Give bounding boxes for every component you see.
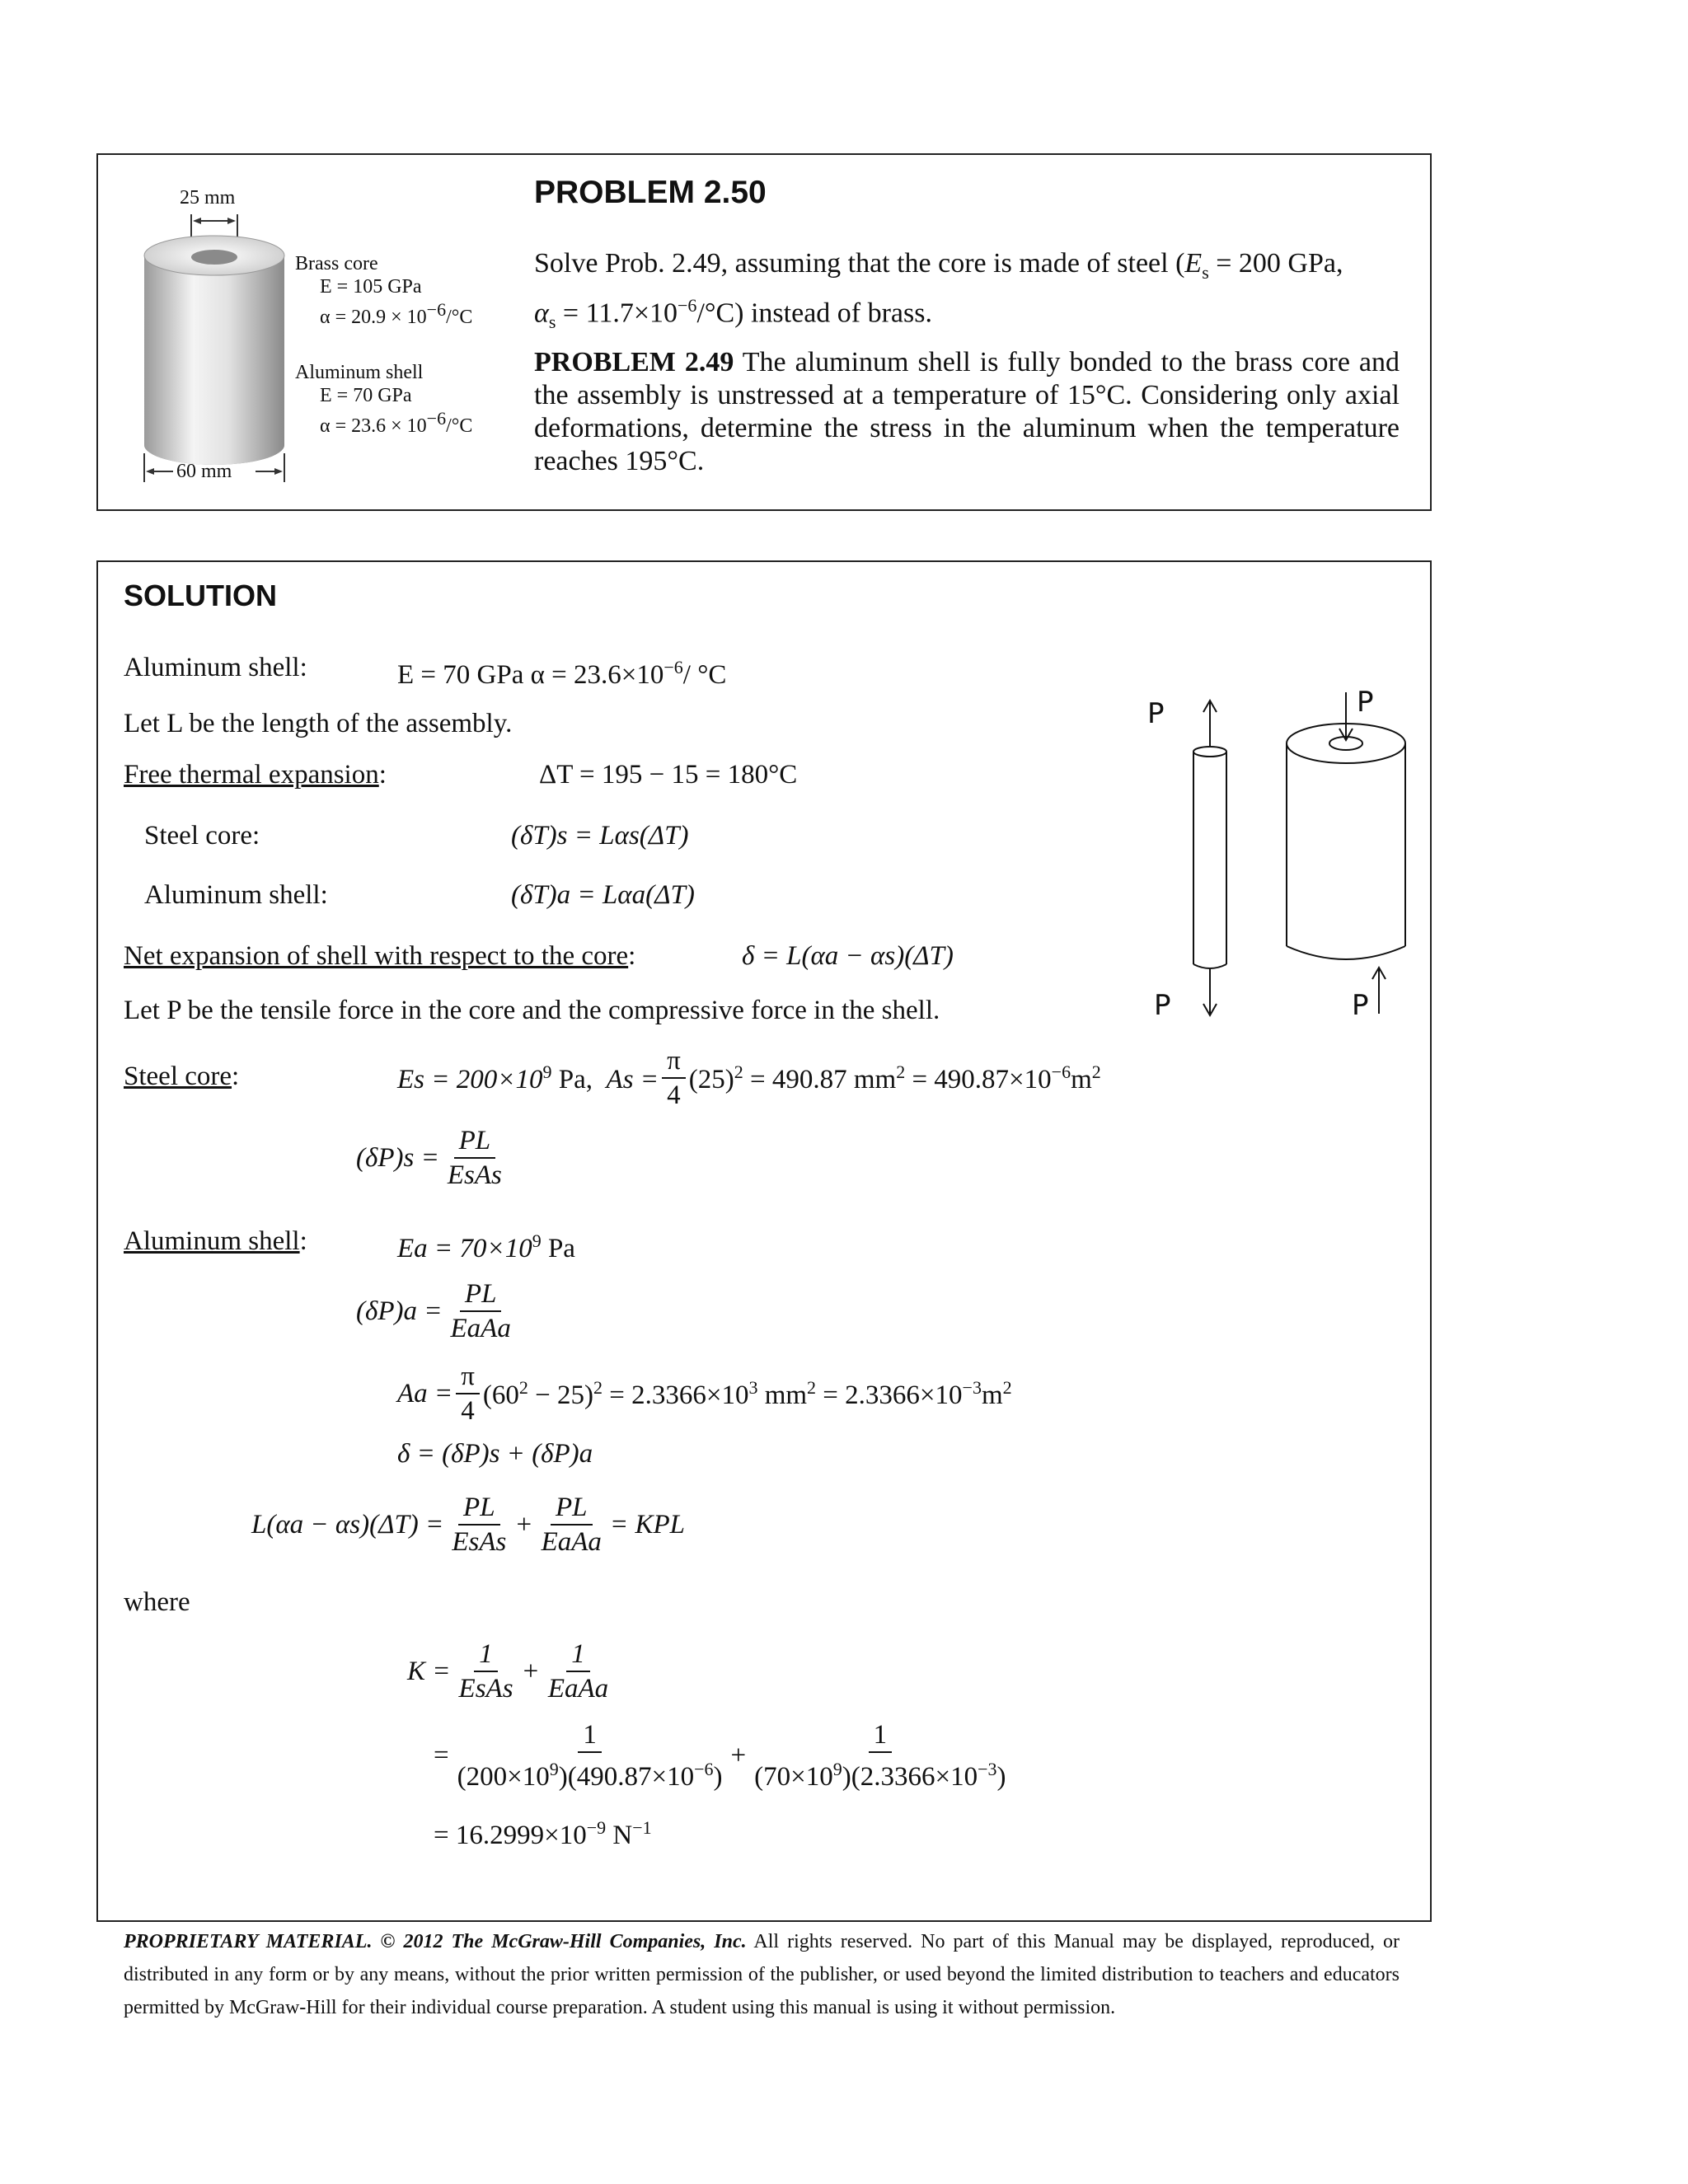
sketch-P-top-right: P	[1357, 686, 1374, 719]
problem-249-text: PROBLEM 2.49 The aluminum shell is fully bonded to the brass core and the assembly is unstressed at a temperature of 15°C. Considering only axial deformations, determine the stress in the aluminum when the temperature reaches 195°C.	[534, 347, 1400, 476]
K-numeric-eq: = $\frac{1}{(200\times 10^9)(490.87\times 10^{-6})}$ + $\frac{1}{(70\times 10^9)(2.3366\times 10^{-3})}$	[434, 1719, 1006, 1792]
delta-sum-eq: δ = (δP)s + (δP)a	[397, 1439, 593, 1469]
K-result: = $16.2999\times 10^{-9}$ $N^{-1}$	[434, 1817, 652, 1850]
steel-thermal-eq: (δT)s = Lαs(ΔT)	[511, 821, 689, 851]
force-sketch	[1137, 684, 1418, 1030]
solution-heading: SOLUTION	[124, 579, 277, 612]
cylinder-figure	[132, 181, 495, 494]
al-shell-props: E = 70 GPa $\alpha = 23.6\times 10^{-6}/$ °C	[397, 657, 727, 690]
al-thermal-eq: (δT)a = Lαa(ΔT)	[511, 880, 695, 910]
al-shell-label-2: Aluminum shell:	[144, 880, 328, 910]
delta-Ps-eq: (δP)s = $\frac{PL}{\text{EsAs}}$	[356, 1126, 502, 1190]
ea-eq: $Ea = 70\times 10^9$ Pa	[397, 1230, 575, 1263]
copyright-footer: PROPRIETARY MATERIAL. © 2012 The McGraw-Hill Companies, Inc. All rights reserved. No part of this Manual may be displayed, reproduced, or distributed in any form or by any means, without the prior written permission of the publisher, or used beyond the limited distribution to teachers and educators permitted by McGraw-Hill for their individual course preparation. A student using this manual is using it without permission.	[124, 1931, 1400, 2018]
problem-statement: Solve Prob. 2.49, assuming that the core is made of steel ($E_s = 200$ GPa, $\alpha_s = 11.7\times 10^{-6}/^\circ C$) instead of brass.	[534, 248, 1343, 332]
sketch-P-bottom-right: P	[1352, 989, 1369, 1022]
sketch-P-top-left: P	[1147, 697, 1165, 730]
al-shell-label: Aluminum shell:	[124, 653, 307, 682]
free-thermal-label: Free thermal expansion:	[124, 760, 387, 790]
delta-Pa-eq: (δP)a = $\frac{PL}{\text{EaAa}}$	[356, 1279, 511, 1343]
delta-T-eq: ΔT = 195 − 15 = 180°C	[539, 760, 798, 790]
dim-top-label: 25 mm	[180, 187, 236, 209]
sketch-P-bottom-left: P	[1154, 989, 1171, 1022]
where-text: where	[124, 1587, 190, 1617]
aluminum-shell-label: Aluminum shell E = 70 GPa $\alpha = 23.6 \times 10^{-6}/^\circ C$	[295, 362, 473, 437]
K-def-eq: K = $\frac{1}{\text{EsAs}}$ + $\frac{1}{\text{EaAa}}$	[407, 1639, 609, 1704]
let-P-text: Let P be the tensile force in the core and the compressive force in the shell.	[124, 996, 940, 1025]
brass-core-label: Brass core E = 105 GPa $\alpha = 20.9 \times 10^{-6}/^\circ C$	[295, 253, 473, 328]
let-L-text: Let L be the length of the assembly.	[124, 709, 513, 738]
steel-area-eq: $Es = 200\times 10^9$ Pa, As = $\frac{\pi}{4}$ $(25)^2 = 490.87$ $mm^2 = 490.87\times 10^{-6}m^2$	[397, 1046, 1101, 1110]
al-shell-u-label: Aluminum shell:	[124, 1226, 307, 1256]
compatibility-eq: L(αa − αs)(ΔT) = $\frac{PL}{\text{EsAs}}$ + $\frac{PL}{\text{EaAa}}$ = KPL	[251, 1493, 685, 1557]
steel-core-label: Steel core:	[144, 821, 260, 851]
net-expansion-eq: δ = L(αa − αs)(ΔT)	[742, 941, 954, 971]
problem-title: PROBLEM 2.50	[534, 175, 767, 210]
dim-bottom-label: 60 mm	[176, 461, 232, 482]
net-expansion-label: Net expansion of shell with respect to the core:	[124, 941, 636, 971]
steel-core-u-label: Steel core:	[124, 1062, 240, 1091]
al-area-eq: Aa = $\frac{\pi}{4}$ $(60^2 - 25)^2 = 2.3366\times 10^3$ $mm^2 = 2.3366\times 10^{-3}m^2$	[397, 1361, 1012, 1426]
